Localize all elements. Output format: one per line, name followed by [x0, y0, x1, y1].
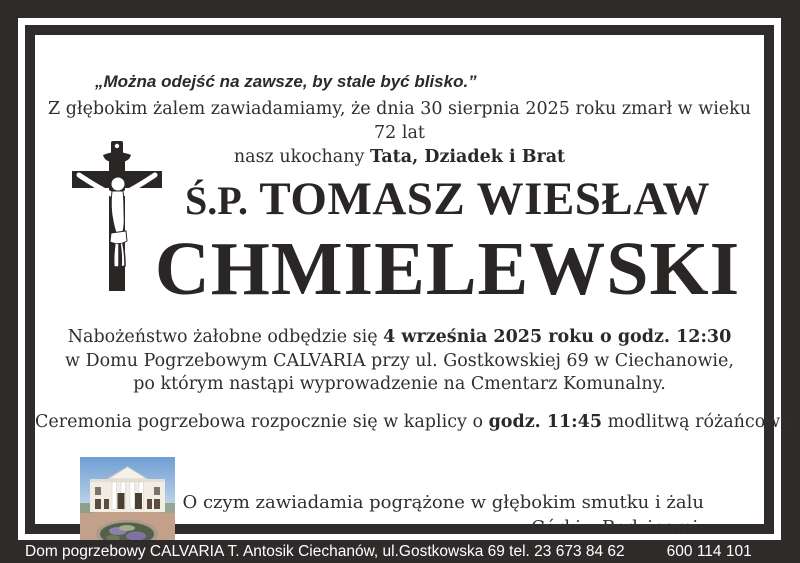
announcement-relation: Tata, Dziadek i Brat	[369, 147, 566, 167]
funeral-home-photo	[80, 457, 175, 553]
first-names: TOMASZ WIESŁAW	[248, 173, 711, 225]
footer-bar	[0, 540, 800, 563]
service-details	[37, 326, 762, 397]
ceremony-post: modlitwą różańcową.	[602, 412, 797, 432]
footer-contact: Dom pogrzebowy CALVARIA T. Antosik Ciechanów, ul.Gostkowska 69 tel. 23 673 84 62	[25, 542, 625, 560]
closing-line2: Córki z Rodzinami.	[531, 517, 704, 538]
sp-prefix: Ś.P.	[184, 178, 248, 223]
deceased-first-names	[139, 173, 756, 227]
service-line3: po którym nastąpi wyprowadzenie na Cmentarz Komunalny.	[133, 374, 666, 394]
ceremony-pre: Ceremonia pogrzebowa rozpocznie się w kaplicy o	[35, 412, 489, 432]
footer-phone2: 600 114 101	[666, 542, 752, 560]
white-mat	[18, 18, 797, 540]
service-line2: w Domu Pogrzebowym CALVARIA przy ul. Gostkowskiej 69 w Ciechanowie,	[65, 350, 734, 371]
closing-line1: O czym zawiadamia pogrążone w głębokim smutku i żalu	[182, 492, 704, 513]
inner-border	[25, 25, 797, 538]
deceased-last-name: CHMIELEWSKI	[154, 227, 741, 311]
memorial-quote: „Można odejść na zawsze, by stale być blisko.”	[95, 72, 477, 91]
announcement-line2-pre: nasz ukochany	[233, 147, 370, 167]
deceased-name	[139, 173, 756, 309]
service-line1-pre: Nabożeństwo żałobne odbędzie się	[67, 327, 384, 347]
ceremony-details	[35, 412, 797, 432]
closing-notice	[183, 490, 705, 540]
announcement-line1: Z głębokim żalem zawiadamiamy, że dnia 30 sierpnia 2025 roku zmarł w wieku 72 lat	[47, 99, 752, 143]
ceremony-time: godz. 11:45	[488, 412, 602, 432]
service-datetime: 4 września 2025 roku o godz. 12:30	[383, 327, 732, 347]
obituary-content	[35, 35, 797, 538]
